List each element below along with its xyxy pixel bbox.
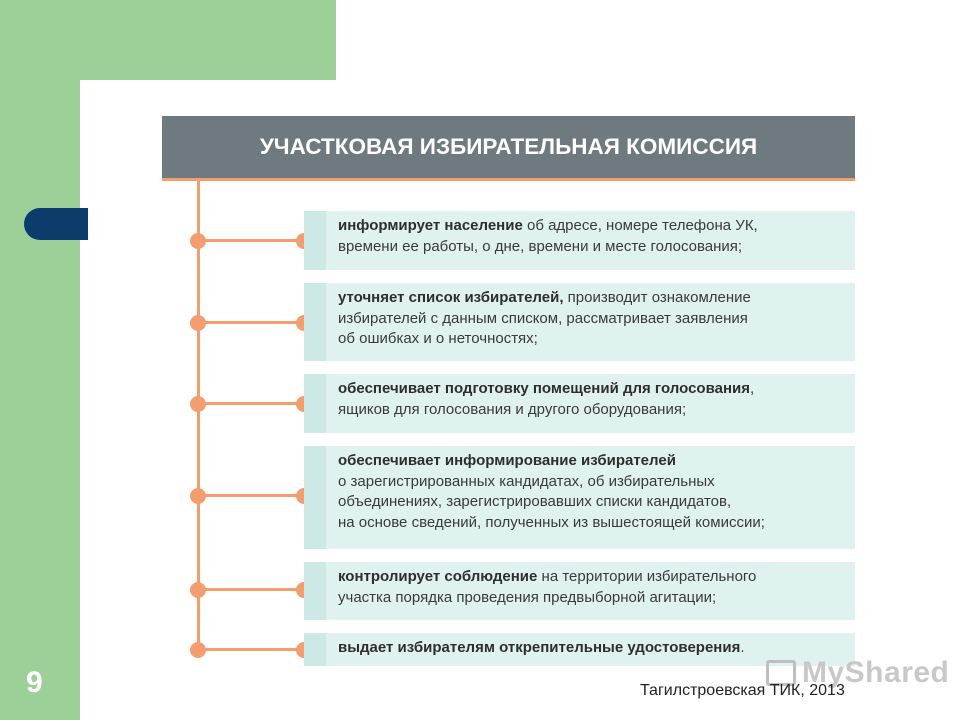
green-left-bar [0, 0, 80, 720]
connector-branch [198, 402, 304, 405]
connector-branch [198, 494, 304, 497]
connector-branch [198, 648, 304, 651]
duty-text: обеспечивает информирование избирателей о зарегистрированных кандидатах, об избирательных объединениях, зарегистрировавших списки кандидатов, на основе сведений, полученных из вышестоящей комиссии; [338, 452, 765, 531]
slide-number: 9 [26, 666, 43, 699]
connector-branch [198, 588, 304, 591]
connector-branch [198, 321, 304, 324]
duty-text: контролирует соблюдение на территории избирательного участка порядка проведения предвыборной агитации; [338, 568, 757, 606]
watermark-text: MyShared [802, 656, 950, 689]
connector-dot [190, 582, 206, 598]
blue-tab-marker [24, 208, 88, 240]
duty-text: выдает избирателям открепительные удостоверения. [338, 639, 745, 656]
duty-text: уточняет список избирателей, производит ознакомление избирателей с данным списком, рассматривает заявления об ошибках и о неточностях; [338, 289, 751, 347]
connector-dot [190, 233, 206, 249]
connector-dot [190, 642, 206, 658]
duty-text: обеспечивает подготовку помещений для голосования, ящиков для голосования и другого оборудования; [338, 380, 755, 418]
diagram-title: УЧАСТКОВАЯ ИЗБИРАТЕЛЬНАЯ КОМИССИЯ [259, 134, 758, 159]
green-top-bar [0, 0, 336, 80]
header-underline [162, 178, 855, 181]
duty-text: информирует население об адресе, номере телефона УК, времени ее работы, о дне, времени и месте голосования; [338, 217, 758, 255]
connector-dot [190, 488, 206, 504]
footer-caption: Тагилстроевская ТИК, 2013 [640, 682, 845, 699]
connector-dot [190, 396, 206, 412]
diagram-header [162, 116, 855, 178]
connector-dot [190, 315, 206, 331]
connector-branch [198, 239, 304, 242]
